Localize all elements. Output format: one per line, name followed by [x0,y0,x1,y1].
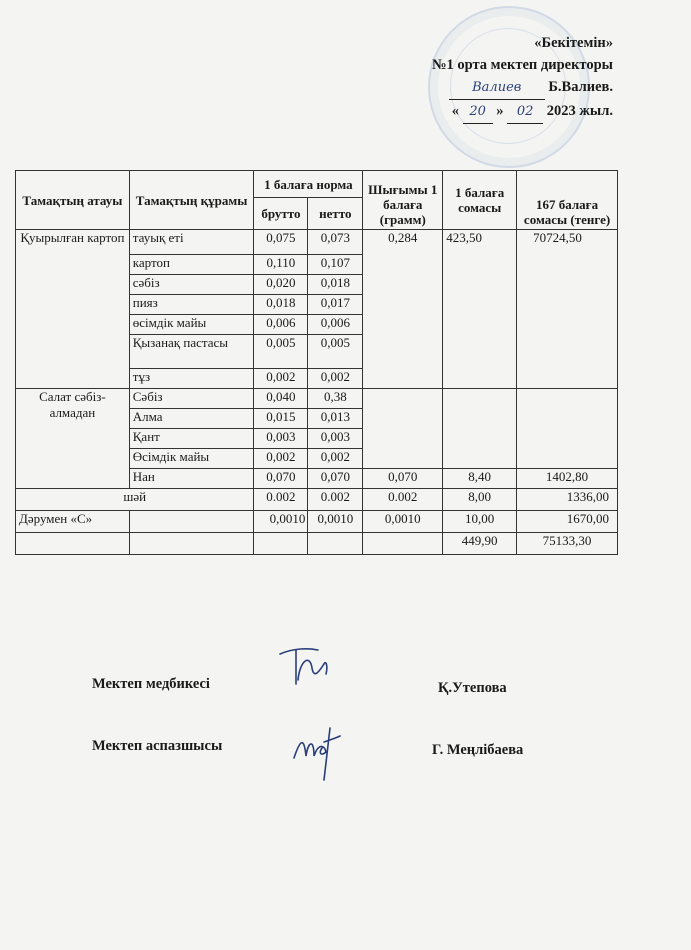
table-row: пияз 0,018 0,017 [16,295,618,315]
table-row: өсімдік майы 0,006 0,006 [16,315,618,335]
date-day: 20 [469,104,486,119]
header-netto: нетто [308,198,363,230]
nurse-title: Мектеп медбикесі [92,676,210,692]
table-row: сәбіз 0,020 0,018 [16,275,618,295]
dish-cost-all: 70724,50 [517,230,618,389]
cook-signature [290,722,350,787]
director-signature: Валиев [472,80,522,95]
table-row: Дәрумен «С» 0,0010 0,0010 0,0010 10,00 1670,00 [16,511,618,533]
approval-title: «Бекітемін» [534,35,613,51]
approval-position: №1 орта мектеп директоры [431,57,613,73]
table-row: Нан 0,070 0,070 0,070 8,40 1402,80 [16,469,618,489]
dish-name: шәй [16,489,254,511]
table-row: шәй 0.002 0.002 0.002 8,00 1336,00 [16,489,618,511]
header-norm: 1 балаға норма [254,171,363,198]
header-cost-one: 1 балаға сомасы [443,171,517,230]
table-row: Салат сәбіз-алмадан Сәбіз 0,040 0,38 [16,389,618,409]
total-cost-all: 75133,30 [517,533,618,555]
dish-name: Қуырылған картоп [16,230,130,389]
header-output: Шығымы 1 балаға (грамм) [363,171,443,230]
dish-cost-one: 423,50 [443,230,517,389]
table-row: Алма 0,015 0,013 [16,409,618,429]
header-dish: Тамақтың атауы [16,171,130,230]
approval-name-line [313,76,613,100]
date-year: 2023 жыл. [546,103,613,119]
table-row: тұз 0,002 0,002 [16,369,618,389]
approval-date: « 20 » 02 2023 жыл. [313,100,613,124]
dish-name: Салат сәбіз-алмадан [16,389,130,489]
table-row: Қызанақ пастасы 0,005 0,005 [16,335,618,369]
header-composition: Тамақтың құрамы [129,171,254,230]
approval-name: Б.Валиев. [548,79,613,95]
date-month: 02 [516,104,534,119]
nurse-signature [274,640,334,695]
header-brutto: брутто [254,198,308,230]
approval-block [313,32,613,124]
table-row: Қуырылған картоп тауық еті 0,075 0,073 0,284 423,50 70724,50 [16,230,618,255]
table-row: картоп 0,110 0,107 [16,255,618,275]
header-cost-all: 167 балаға сомасы (тенге) [517,171,618,230]
cook-title: Мектеп аспазшысы [92,738,223,754]
total-row [16,533,618,555]
dish-name: Дәрумен «С» [16,511,130,533]
table-row: Өсімдік майы 0,002 0,002 [16,449,618,469]
cook-name: Г. Меңлібаева [432,742,524,758]
table-row: Қант 0,003 0,003 [16,429,618,449]
nurse-name: Қ.Утепова [438,680,507,696]
dish-output: 0,284 [363,230,443,389]
menu-table [15,170,618,555]
total-cost-one: 449,90 [443,533,517,555]
